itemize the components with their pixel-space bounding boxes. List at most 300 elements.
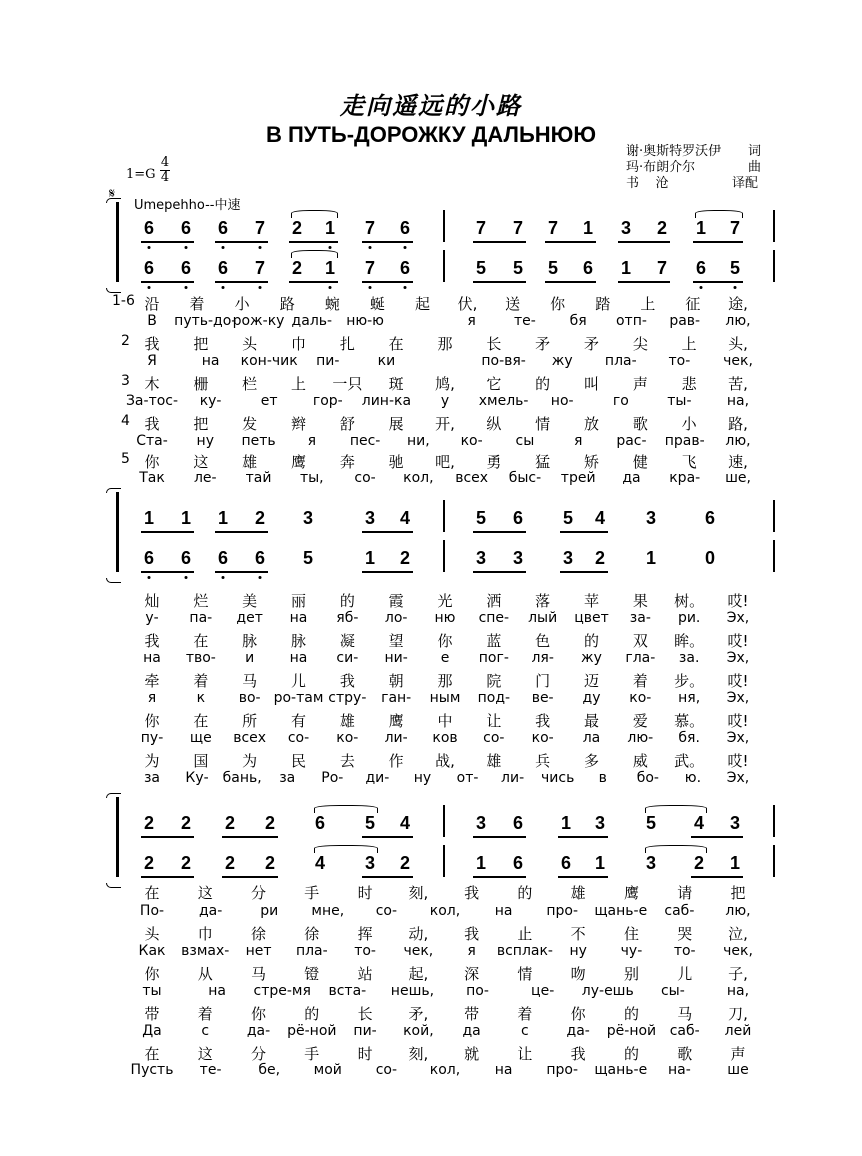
lyric-syllable: кой, <box>403 1023 434 1039</box>
lyric-syllable: 蜒 <box>369 295 385 313</box>
lyric-syllable: ну <box>413 770 432 786</box>
lyric-syllable: Эх, <box>726 650 750 666</box>
lyric-syllable: 着 <box>189 295 205 313</box>
lyric-syllable: 双 <box>632 632 648 650</box>
lyric-syllable: да- <box>198 903 223 919</box>
lyric-syllable: 飞 <box>681 453 697 471</box>
note: 5 <box>364 813 376 833</box>
lyric-syllable: я <box>573 433 583 449</box>
lyric-syllable: саб- <box>669 1023 700 1039</box>
lyric-syllable: 这 <box>193 453 209 471</box>
lyric-syllable: нет <box>245 943 272 959</box>
beam <box>473 876 526 878</box>
credit-role: 曲 <box>748 160 762 175</box>
lyric-syllable: сы- <box>660 983 685 999</box>
lyric-syllable: за <box>143 770 161 786</box>
lyric-syllable: ри. <box>677 610 701 626</box>
lyric-syllable: кол, <box>429 903 461 919</box>
octave-dot <box>404 246 407 249</box>
lyric-syllable: 奔 <box>339 453 355 471</box>
lyric-syllable: путь-до- <box>174 313 237 329</box>
barline <box>443 540 445 572</box>
lyric-syllable: ты, <box>299 470 324 486</box>
lyric-syllable: 巾 <box>290 335 307 353</box>
note: 2 <box>224 853 236 873</box>
lyric-syllable: В <box>147 313 157 329</box>
lyric-syllable: за. <box>678 650 700 666</box>
lyric-syllable: 头, <box>728 335 748 353</box>
lyric-syllable: прав- <box>664 433 705 449</box>
lyric-syllable: я <box>467 313 476 329</box>
beam <box>215 281 268 283</box>
lyric-syllable: 深 <box>464 965 480 983</box>
lyric-syllable: ку- <box>199 393 222 409</box>
lyric-syllable: 挥 <box>357 925 373 943</box>
lyric-syllable: пи- <box>353 1023 377 1039</box>
barline <box>773 500 775 532</box>
lyric-syllable: 中 <box>437 712 453 730</box>
octave-dot <box>148 286 151 289</box>
lyric-syllable: 分 <box>251 1045 267 1063</box>
lyric-syllable: с <box>201 1023 210 1039</box>
lyric-syllable: 你 <box>437 632 453 650</box>
octave-dot <box>259 246 262 249</box>
note: 6 <box>704 508 716 528</box>
lyric-syllable: жу <box>581 650 602 666</box>
note: 2 <box>143 853 155 873</box>
lyric-syllable: 鹰 <box>388 712 404 730</box>
lyric-syllable: чек, <box>723 353 753 369</box>
lyric-syllable: на <box>201 353 220 369</box>
lyric-syllable: саб- <box>664 903 695 919</box>
system-brace <box>116 797 119 877</box>
lyric-syllable: 斑 <box>388 375 404 393</box>
lyric-syllable: мой <box>313 1062 342 1078</box>
lyric-syllable: 着 <box>632 672 648 690</box>
lyric-syllable: 色 <box>535 632 551 650</box>
note: 5 <box>562 508 574 528</box>
lyric-syllable: 住 <box>623 925 639 943</box>
lyric-syllable: да <box>462 1023 481 1039</box>
lyric-syllable: бе, <box>258 1062 281 1078</box>
lyric-syllable: с <box>521 1023 529 1039</box>
credits-block <box>626 140 766 190</box>
lyric-syllable: пес- <box>349 433 381 449</box>
lyric-syllable: ты <box>142 983 162 999</box>
note: 2 <box>180 813 192 833</box>
lyric-syllable: 那 <box>437 672 453 690</box>
note: 2 <box>264 853 276 873</box>
beam <box>141 241 194 243</box>
lyric-syllable: Как <box>138 943 166 959</box>
lyric-syllable: 作 <box>388 752 404 770</box>
note: 3 <box>620 218 632 238</box>
note: 6 <box>512 853 524 873</box>
lyric-syllable: 爱 <box>632 712 648 730</box>
lyric-syllable: 我 <box>339 672 355 690</box>
credit-role: 译配 <box>732 176 759 191</box>
lyric-syllable: 威 <box>632 752 648 770</box>
lyric-syllable: ше <box>727 1062 749 1078</box>
system-bracket-top <box>106 198 121 203</box>
lyric-syllable: лый <box>528 610 558 626</box>
lyric-syllable: 脉 <box>242 632 258 650</box>
lyric-syllable: рё-ной <box>606 1023 657 1039</box>
slur <box>695 210 743 218</box>
note: 5 <box>729 258 741 278</box>
verse-number: 2 <box>121 333 130 349</box>
lyric-syllable: лу-ешь <box>581 983 634 999</box>
lyric-syllable: Да <box>142 1023 162 1039</box>
lyric-syllable: бя. <box>678 730 700 746</box>
beam <box>473 836 526 838</box>
lyric-syllable: от- <box>456 770 479 786</box>
lyric-syllable: 栏 <box>242 375 258 393</box>
note: 1 <box>324 218 336 238</box>
lyric-syllable: 马 <box>677 1005 693 1023</box>
lyric-syllable: 的 <box>623 1045 639 1063</box>
lyric-syllable: лю, <box>725 903 751 919</box>
lyric-syllable: 吻 <box>570 965 586 983</box>
lyric-syllable: 动, <box>408 925 429 943</box>
barline <box>443 805 445 837</box>
lyric-syllable: ли- <box>384 730 408 746</box>
lyric-syllable: 分 <box>251 884 267 902</box>
time-signature <box>160 156 170 185</box>
lyric-syllable: по- <box>466 983 489 999</box>
lyric-syllable: па- <box>189 610 213 626</box>
lyric-syllable: 最 <box>583 712 600 730</box>
note: 4 <box>314 853 326 873</box>
beam <box>289 281 338 283</box>
lyric-syllable: 伏, <box>457 295 478 313</box>
lyric-syllable: 在 <box>388 335 404 353</box>
lyric-syllable: 哎! <box>727 712 749 730</box>
note: 1 <box>695 218 707 238</box>
note: 0 <box>704 548 716 568</box>
lyric-syllable: то- <box>668 353 691 369</box>
note: 3 <box>512 548 524 568</box>
lyric-syllable: 丽 <box>290 592 307 610</box>
lyric-syllable: 着 <box>197 1005 213 1023</box>
lyric-syllable: 果 <box>632 592 648 610</box>
lyric-syllable: рас- <box>616 433 647 449</box>
slur <box>645 845 707 853</box>
lyric-syllable: 在 <box>144 884 160 902</box>
system-bracket-bottom <box>106 578 121 583</box>
lyric-syllable: у <box>440 393 450 409</box>
octave-dot <box>222 246 225 249</box>
lyric-syllable: 苦, <box>728 375 748 393</box>
lyric-syllable: 蓝 <box>486 632 502 650</box>
note: 1 <box>217 508 229 528</box>
note: 2 <box>180 853 192 873</box>
lyric-syllable: ю. <box>684 770 702 786</box>
note: 6 <box>254 548 266 568</box>
lyric-syllable: За-тос- <box>125 393 179 409</box>
lyric-syllable: 手 <box>304 1045 320 1063</box>
lyric-syllable: 矫 <box>583 453 600 471</box>
lyric-syllable: 武。 <box>674 752 705 770</box>
lyric-syllable: 去 <box>339 752 355 770</box>
time-top: 4 <box>160 155 170 170</box>
lyric-syllable: бя <box>569 313 587 329</box>
lyric-syllable: 别 <box>623 965 639 983</box>
note: 5 <box>512 258 524 278</box>
lyric-syllable: 儿 <box>290 672 307 690</box>
lyric-syllable: це- <box>531 983 555 999</box>
lyric-syllable: за <box>279 770 296 786</box>
lyric-syllable: 让 <box>486 712 502 730</box>
lyric-syllable: 洒 <box>486 592 502 610</box>
lyric-syllable: 子, <box>728 965 748 983</box>
note: 4 <box>594 508 606 528</box>
lyric-syllable: но- <box>550 393 574 409</box>
note: 6 <box>180 548 192 568</box>
lyric-syllable: хмель- <box>478 393 529 409</box>
octave-dot <box>222 286 225 289</box>
credit-translator <box>626 172 669 191</box>
lyric-syllable: я <box>147 690 157 706</box>
lyric-syllable: 歌 <box>677 1045 693 1063</box>
lyric-syllable: 美 <box>242 592 258 610</box>
lyric-syllable: 蜿 <box>324 295 340 313</box>
lyric-syllable: тво- <box>185 650 216 666</box>
octave-dot <box>329 246 332 249</box>
lyric-syllable: 有 <box>290 712 307 730</box>
lyric-syllable: на <box>494 1062 513 1078</box>
lyric-syllable: 哭 <box>677 925 693 943</box>
note: 2 <box>399 853 411 873</box>
lyric-syllable: 声 <box>632 375 648 393</box>
lyric-syllable: те- <box>199 1062 222 1078</box>
lyric-syllable: 在 <box>193 712 209 730</box>
lyric-syllable: 舒 <box>339 415 355 433</box>
note: 1 <box>594 853 606 873</box>
tempo-marking: Umepehho--中速 <box>134 198 241 213</box>
beam <box>473 531 526 533</box>
beam <box>618 281 670 283</box>
octave-dot <box>185 286 188 289</box>
beam <box>473 281 526 283</box>
barline <box>443 845 445 877</box>
octave-dot <box>222 576 225 579</box>
lyric-syllable: 脉 <box>290 632 307 650</box>
lyric-syllable: те- <box>513 313 536 329</box>
lyric-syllable: Ро- <box>321 770 344 786</box>
lyric-syllable: 起, <box>408 965 429 983</box>
note: 5 <box>645 813 657 833</box>
note: 7 <box>547 218 559 238</box>
note: 2 <box>254 508 266 528</box>
credit-name: 谢·奥斯特罗沃伊 <box>626 144 722 159</box>
lyric-syllable: тай <box>245 470 272 486</box>
lyric-syllable: 鸠, <box>435 375 455 393</box>
lyric-syllable: е <box>440 650 450 666</box>
note: 7 <box>656 258 668 278</box>
lyric-syllable: 从 <box>197 965 213 983</box>
lyric-syllable: 纵 <box>486 415 502 433</box>
lyric-syllable: я <box>467 943 476 959</box>
lyric-syllable: 矛 <box>583 335 600 353</box>
note: 7 <box>729 218 741 238</box>
lyric-syllable: 灿 <box>144 592 160 610</box>
octave-dot <box>369 246 372 249</box>
lyric-syllable: 多 <box>583 752 600 770</box>
octave-dot <box>185 576 188 579</box>
lyric-syllable: пла- <box>295 943 328 959</box>
lyric-syllable: 你 <box>570 1005 586 1023</box>
lyric-syllable: 矛 <box>535 335 551 353</box>
note: 6 <box>582 258 594 278</box>
lyric-syllable: 猛 <box>535 453 551 471</box>
lyric-syllable: 你 <box>251 1005 267 1023</box>
note: 7 <box>364 258 376 278</box>
note: 5 <box>302 548 314 568</box>
lyric-syllable: 勇 <box>486 453 502 471</box>
lyric-syllable: 路, <box>728 415 748 433</box>
lyric-syllable: 上 <box>290 375 307 393</box>
lyric-syllable: 发 <box>242 415 258 433</box>
lyric-syllable: ла <box>582 730 601 746</box>
lyric-syllable: трей <box>560 470 596 486</box>
lyric-syllable: ко- <box>629 690 652 706</box>
octave-dot <box>259 286 262 289</box>
note: 2 <box>224 813 236 833</box>
lyric-syllable: 刀, <box>728 1005 748 1023</box>
lyric-syllable: 树。 <box>674 592 705 610</box>
note: 7 <box>254 218 266 238</box>
lyric-syllable: на <box>289 610 308 626</box>
lyric-syllable: да- <box>566 1023 590 1039</box>
lyric-syllable: 我 <box>570 1045 586 1063</box>
lyric-syllable: 雄 <box>570 884 586 902</box>
lyric-syllable: го <box>612 393 629 409</box>
beam <box>362 241 413 243</box>
note: 6 <box>399 218 411 238</box>
lyric-syllable: 哎! <box>727 672 749 690</box>
lyric-syllable: 起 <box>414 295 430 313</box>
title-chinese: 走向遥远的小路 <box>340 91 522 120</box>
lyric-syllable: 征 <box>685 295 701 313</box>
lyric-syllable: яб- <box>336 610 359 626</box>
beam <box>693 241 743 243</box>
octave-dot <box>329 286 332 289</box>
lyric-syllable: Эх, <box>726 690 750 706</box>
lyric-syllable: к <box>196 690 206 706</box>
lyric-syllable: 小 <box>234 295 250 313</box>
lyric-syllable: пог- <box>478 650 509 666</box>
lyric-syllable: взмах- <box>181 943 230 959</box>
lyric-syllable: 那 <box>437 335 453 353</box>
lyric-syllable: гор- <box>312 393 343 409</box>
note: 5 <box>547 258 559 278</box>
note: 3 <box>364 853 376 873</box>
lyric-syllable: 扎 <box>339 335 355 353</box>
lyric-syllable: 途, <box>728 295 748 313</box>
lyric-syllable: чись <box>541 770 575 786</box>
lyric-syllable: ще <box>189 730 212 746</box>
lyric-syllable: отп- <box>615 313 647 329</box>
lyric-syllable: да <box>622 470 641 486</box>
lyric-syllable: 雄 <box>242 453 258 471</box>
lyric-syllable: со- <box>483 730 505 746</box>
note: 1 <box>475 853 487 873</box>
lyric-syllable: рё-ной <box>287 1023 337 1039</box>
lyric-syllable: 儿 <box>677 965 693 983</box>
verse-number: 4 <box>121 413 130 429</box>
lyric-syllable: ле- <box>193 470 217 486</box>
lyric-syllable: 徐 <box>304 925 320 943</box>
lyric-syllable: 刻, <box>408 1045 429 1063</box>
lyric-syllable: лю, <box>725 433 751 449</box>
lyric-syllable: пу- <box>140 730 164 746</box>
lyric-syllable: 院 <box>486 672 502 690</box>
note: 6 <box>180 258 192 278</box>
lyric-syllable: 你 <box>550 295 566 313</box>
lyric-syllable: 慕。 <box>674 712 705 730</box>
lyric-syllable: 我 <box>144 415 160 433</box>
system-brace <box>116 202 119 282</box>
lyric-syllable: 一只 <box>332 375 363 393</box>
lyric-syllable: 送 <box>505 295 521 313</box>
lyric-syllable: 着 <box>517 1005 533 1023</box>
beam <box>691 876 743 878</box>
credit-role: 词 <box>748 144 762 159</box>
lyric-syllable: 放 <box>583 415 600 433</box>
lyric-syllable: 手 <box>304 884 320 902</box>
slur <box>314 845 378 853</box>
lyric-syllable: про- <box>546 903 579 919</box>
note: 3 <box>302 508 314 528</box>
beam <box>618 241 670 243</box>
lyric-syllable: 雄 <box>339 712 355 730</box>
lyric-syllable: 我 <box>144 632 160 650</box>
lyric-syllable: 头 <box>242 335 258 353</box>
lyric-syllable: то- <box>673 943 696 959</box>
lyric-syllable: ну <box>569 943 587 959</box>
note: 4 <box>399 508 411 528</box>
lyric-syllable: щань-е <box>594 903 648 919</box>
beam <box>141 281 194 283</box>
lyric-syllable: гла- <box>625 650 656 666</box>
lyric-syllable: 光 <box>437 592 453 610</box>
lyric-syllable: 时 <box>357 1045 373 1063</box>
lyric-syllable: щань-е <box>594 1062 648 1078</box>
lyric-syllable: 情 <box>535 415 551 433</box>
lyric-syllable: рав- <box>669 313 701 329</box>
lyric-syllable: 小 <box>681 415 697 433</box>
beam <box>222 876 278 878</box>
note: 3 <box>562 548 574 568</box>
lyric-syllable: лю- <box>627 730 654 746</box>
note: 1 <box>729 853 741 873</box>
lyric-syllable: Эх, <box>726 610 750 626</box>
beam <box>693 281 743 283</box>
lyric-syllable: 吧, <box>435 453 455 471</box>
verse-number: 5 <box>121 451 130 467</box>
lyric-syllable: во- <box>238 690 261 706</box>
barline <box>773 540 775 572</box>
note: 3 <box>729 813 741 833</box>
lyric-syllable: на <box>494 903 513 919</box>
lyric-syllable: 就 <box>464 1045 480 1063</box>
note: 2 <box>264 813 276 833</box>
lyric-syllable: лю, <box>725 313 751 329</box>
lyric-syllable: Эх, <box>726 770 750 786</box>
lyric-syllable: 的 <box>623 1005 639 1023</box>
lyric-syllable: 尖 <box>632 335 648 353</box>
